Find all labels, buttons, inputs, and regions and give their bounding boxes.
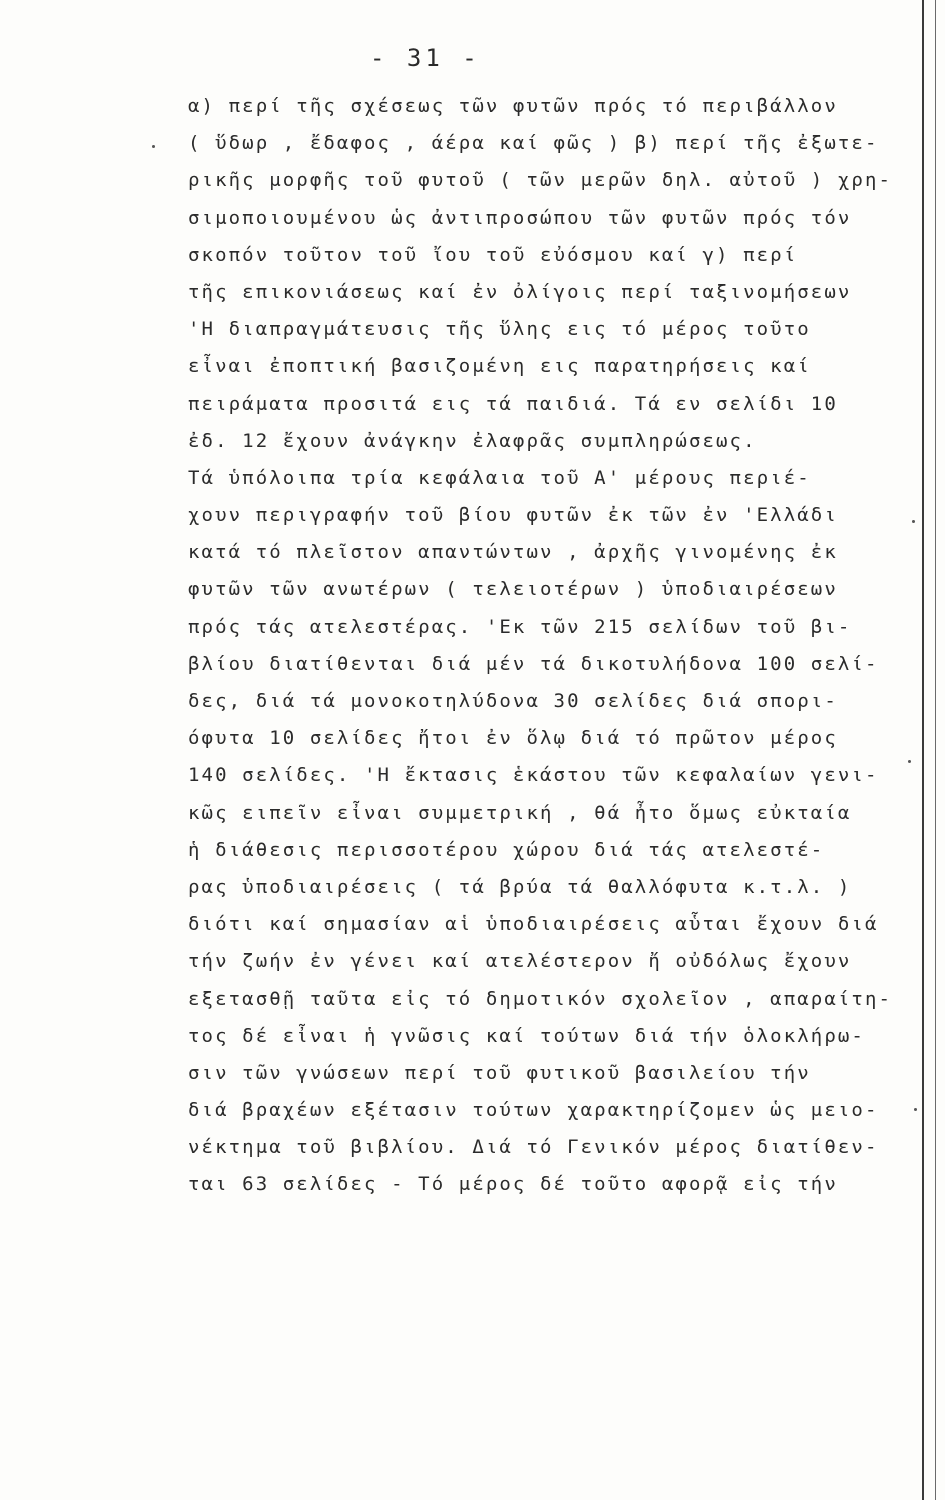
- text-line: χουν περιγραφήν τοῦ βίου φυτῶν ἐκ τῶν ἐν 'Ελλάδι: [188, 504, 838, 527]
- text-line: 'Η διαπραγμάτευσις τῆς ὕλης εις τό μέρος τοῦτο: [188, 318, 811, 341]
- body-text: [188, 88, 908, 1204]
- text-line: φυτῶν τῶν ανωτέρων ( τελειοτέρων ) ὑποδιαιρέσεων: [188, 578, 838, 601]
- page-number: - 31 -: [370, 44, 481, 72]
- scan-speck: [908, 760, 911, 763]
- binding-edge-line: [922, 0, 924, 1500]
- text-line: ρας ὑποδιαιρέσεις ( τά βρύα τά θαλλόφυτα κ.τ.λ. ): [188, 875, 852, 898]
- text-line: ἡ διάθεσις περισσοτέρου χώρου διά τάς ατελεστέ-: [188, 838, 825, 861]
- text-line: τος δέ εἶναι ἡ γνῶσις καί τούτων διά τήν ὁλοκλήρω-: [188, 1024, 865, 1047]
- text-line: τήν ζωήν ἐν γένει καί ατελέστερον ἤ οὐδόλως ἔχουν: [188, 950, 852, 973]
- text-line: ( ὕδωρ , ἔδαφος , άέρα καί φῶς ) β) περί τῆς ἐξωτε-: [188, 132, 879, 155]
- text-line: ται 63 σελίδες - Τό μέρος δέ τοῦτο αφορᾷ εἰς τήν: [188, 1173, 838, 1196]
- text-line: Τά ὑπόλοιπα τρία κεφάλαια τοῦ Α' μέρους περιέ-: [188, 466, 811, 489]
- text-line: εξετασθῇ ταῦτα εἰς τό δημοτικόν σχολεῖον , απαραίτη-: [188, 987, 893, 1010]
- text-line: σιμοποιουμένου ὡς ἀντιπροσώπου τῶν φυτῶν πρός τόν: [188, 206, 852, 229]
- binding-edge-line-outer: [935, 0, 936, 1500]
- scan-speck: [152, 145, 155, 148]
- text-line: πρός τάς ατελεστέρας. 'Εκ τῶν 215 σελίδων τοῦ βι-: [188, 615, 852, 638]
- text-line: δες, διά τά μονοκοτηλύδονα 30 σελίδες διά σπορι-: [188, 690, 838, 712]
- text-line: τῆς επικονιάσεως καί ἐν ὀλίγοις περί ταξινομήσεων: [188, 280, 852, 303]
- text-line: σιν τῶν γνώσεων περί τοῦ φυτικοῦ βασιλείου τήν: [188, 1061, 811, 1084]
- text-line: 140 σελίδες. 'Η ἔκτασις ἑκάστου τῶν κεφαλαίων γενι-: [188, 764, 879, 787]
- text-line: όφυτα 10 σελίδες ἤτοι ἐν ὅλῳ διά τό πρῶτον μέρος: [188, 727, 838, 750]
- text-line: εἶναι ἐποπτική βασιζομένη εις παρατηρήσεις καί: [188, 355, 811, 378]
- text-line: ἐδ. 12 ἔχουν ἀνάγκην ἐλαφρᾶς συμπληρώσεως.: [188, 429, 757, 452]
- text-line: α) περί τῆς σχέσεως τῶν φυτῶν πρός τό περιβάλλον: [188, 95, 838, 117]
- text-line: διότι καί σημασίαν αἱ ὑποδιαιρέσεις αὗται ἔχουν διά: [188, 913, 879, 936]
- text-line: πειράματα προσιτά εις τά παιδιά. Τά εν σελίδι 10: [188, 392, 838, 415]
- text-line: κατά τό πλεῖστον απαντώντων , ἀρχῆς γινομένης ἐκ: [188, 541, 838, 564]
- text-line: σκοπόν τοῦτον τοῦ ἴου τοῦ εὐόσμου καί γ) περί: [188, 243, 798, 266]
- text-line: διά βραχέων εξέτασιν τούτων χαρακτηρίζομεν ὡς μειο-: [188, 1099, 879, 1122]
- scan-speck: [912, 520, 915, 523]
- text-line: κῶς ειπεῖν εἶναι συμμετρική , θά ἦτο ὅμως εὐκταία: [188, 801, 852, 824]
- text-line: ρικῆς μορφῆς τοῦ φυτοῦ ( τῶν μερῶν δηλ. αὐτοῦ ) χρη-: [188, 169, 893, 192]
- text-line: νέκτημα τοῦ βιβλίου. Διά τό Γενικόν μέρος διατίθεν-: [188, 1136, 879, 1159]
- scan-speck: [914, 1108, 917, 1111]
- text-line: βλίου διατίθενται διά μέν τά δικοτυλήδονα 100 σελί-: [188, 652, 879, 675]
